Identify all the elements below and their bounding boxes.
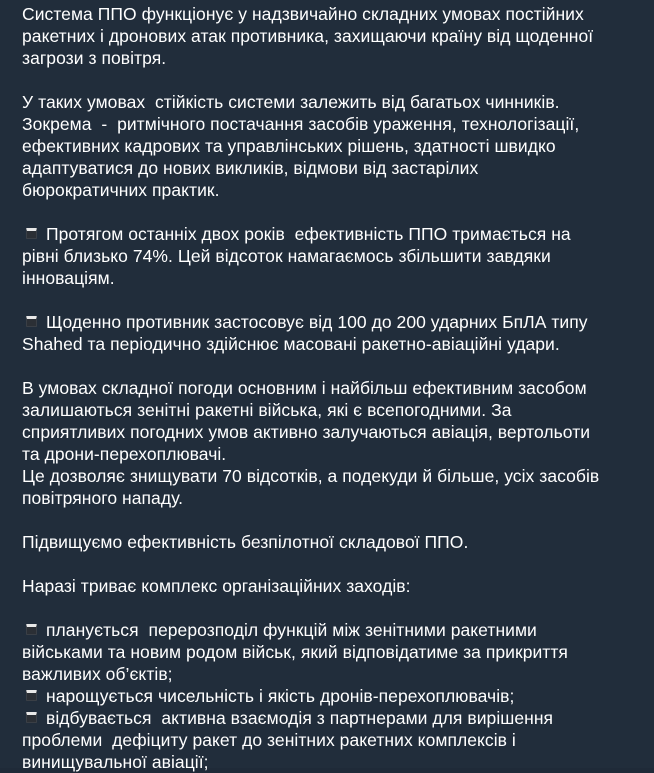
text-fragment: нарощується чисельність і якість дронів-перехоплювачів;: [46, 686, 515, 706]
text-line: бюрократичних практик.: [22, 180, 220, 200]
list-item: [22, 685, 654, 707]
text-line: сприятливих погодних умов активно залучаються авіація, вертольоти: [22, 422, 591, 442]
text-line: ефективних кадрових та управлінських рішень, здатності швидко: [22, 136, 556, 156]
text-line: повітряного нападу.: [22, 488, 184, 508]
black-square-bullet-icon: [26, 228, 37, 239]
paragraph-resilience-factors: [22, 91, 654, 201]
text-line: адаптуватися до нових викликів, відмови від застарілих: [22, 158, 479, 178]
paragraph-gap: [22, 69, 654, 91]
paragraph-gap: [22, 355, 654, 377]
text-line: військами та новим родом військ, який відповідатиме за прикриття: [22, 642, 568, 662]
text-line: ракетних і дронових атак противника, захищаючи країну від щоденної: [22, 26, 594, 46]
text-line: У таких умовах стійкість системи залежить від багатьох чинників.: [22, 92, 560, 112]
text-fragment: відбувається активна взаємодія з партнерами для вирішення: [46, 708, 554, 728]
text-line: проблеми дефіциту ракет до зенітних ракетних комплексів і: [22, 730, 516, 750]
black-square-bullet-icon: [26, 690, 37, 701]
paragraph-air-defense-intro: [22, 3, 654, 69]
paragraph-weather: [22, 377, 654, 509]
text-line: [22, 707, 654, 729]
text-line: важливих об’єктів;: [22, 664, 173, 684]
text-line: Наразі триває комплекс організаційних заходів:: [22, 576, 411, 596]
text-line: Це дозволяє знищувати 70 відсотків, а подекуди й більше, усіх засобів: [22, 466, 600, 486]
paragraph-gap: [22, 553, 654, 575]
text-line: Підвищуємо ефективність безпілотної складової ППО.: [22, 532, 469, 552]
paragraph-measures-intro: [22, 575, 654, 597]
text-fragment: планується перерозподіл функцій між зенітними ракетними: [46, 620, 537, 640]
text-line: [22, 311, 654, 333]
text-line: загрози з повітря.: [22, 48, 167, 68]
paragraph-efficiency: [22, 223, 654, 289]
text-line: Система ППО функціонує у надзвичайно складних умовах постійних: [22, 4, 584, 24]
text-line: В умовах складної погоди основним і найбільш ефективним засобом: [22, 378, 587, 398]
list-item: [22, 619, 654, 685]
text-line: [22, 223, 654, 245]
paragraph-enemy-drones: [22, 311, 654, 355]
paragraph-gap: [22, 201, 654, 223]
text-line: [22, 685, 654, 707]
paragraph-gap: [22, 597, 654, 619]
text-line: та дрони-перехоплювачі.: [22, 444, 227, 464]
text-line: [22, 619, 654, 641]
bullet-list: [22, 619, 654, 773]
black-square-bullet-icon: [26, 712, 37, 723]
text-line: Shahed та періодично здійснює масовані ракетно-авіаційні удари.: [22, 334, 560, 354]
text-line: інноваціям.: [22, 268, 115, 288]
paragraph-gap: [22, 289, 654, 311]
text-line: Зокрема - ритмічного постачання засобів ураження, технологізації,: [22, 114, 580, 134]
paragraph-uav-component: [22, 531, 654, 553]
black-square-bullet-icon: [26, 624, 37, 635]
text-fragment: Щоденно противник застосовує від 100 до 200 ударних БпЛА типу: [46, 312, 588, 332]
list-item: [22, 707, 654, 773]
paragraph-gap: [22, 509, 654, 531]
text-line: винищувальної авіації;: [22, 752, 209, 772]
black-square-bullet-icon: [26, 316, 37, 327]
text-line: залишаються зенітні ракетні війська, які є всепогодними. За: [22, 400, 512, 420]
text-line: рівні близько 74%. Цей відсоток намагаємось збільшити завдяки: [22, 246, 551, 266]
text-fragment: Протягом останніх двох років ефективність ППО тримається на: [46, 224, 571, 244]
